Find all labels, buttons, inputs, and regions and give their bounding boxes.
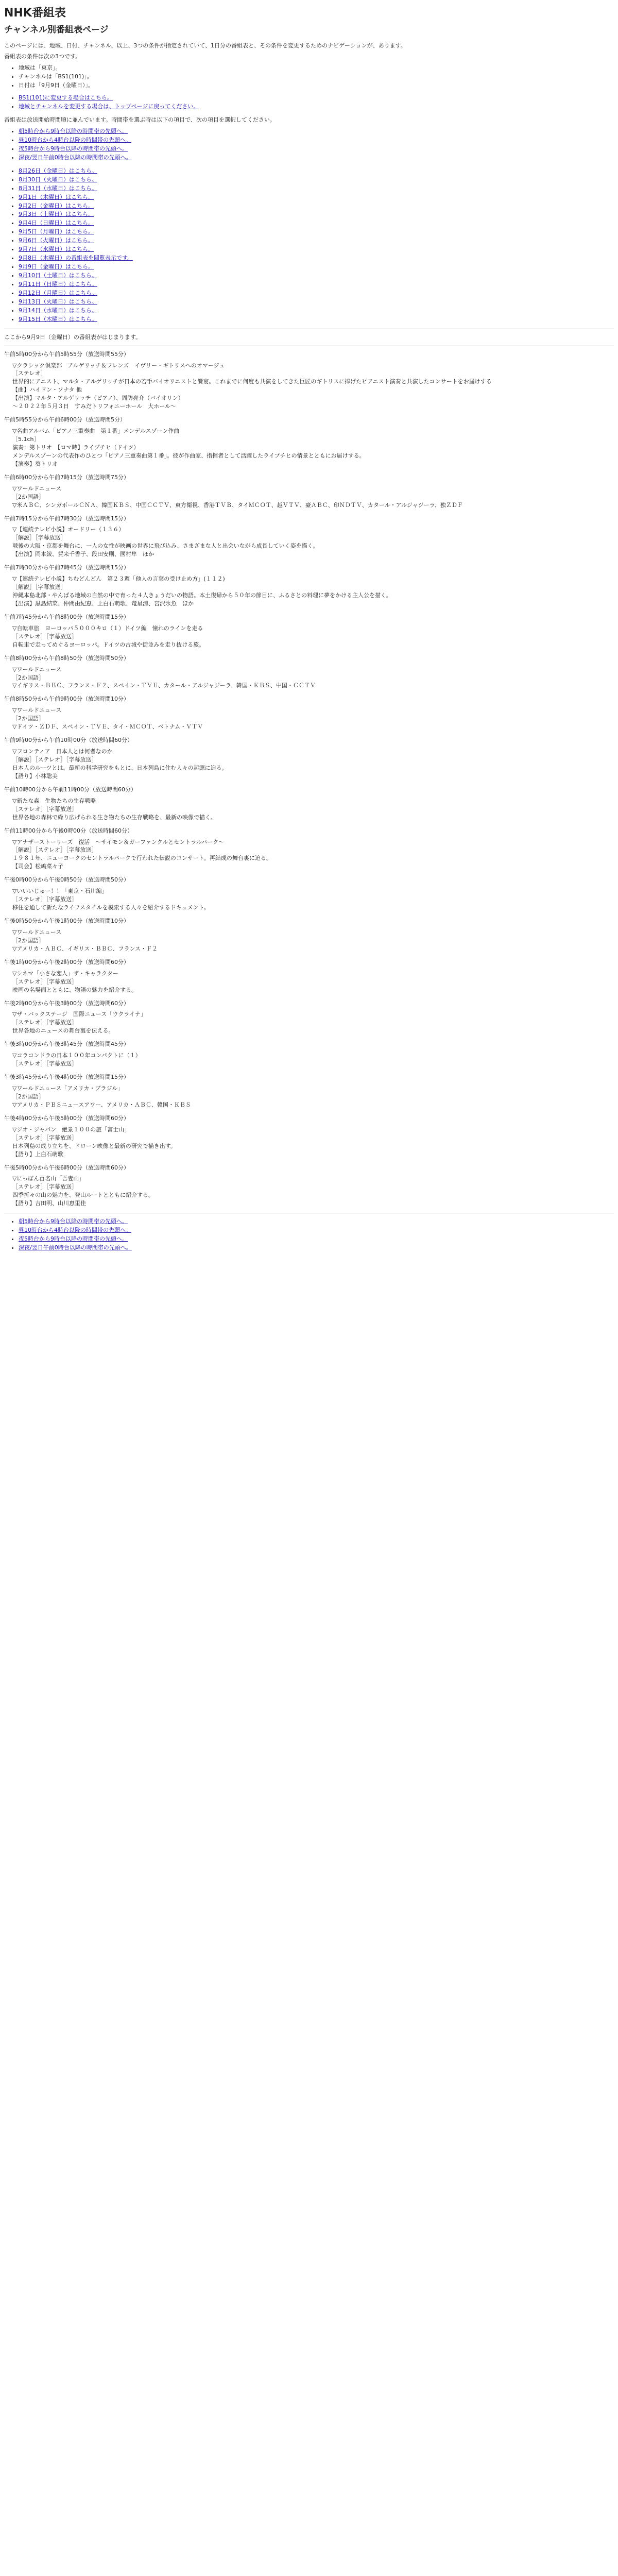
program-entry — [4, 1164, 614, 1208]
program-line: ［ステレオ］［字幕放送］ — [12, 1019, 78, 1026]
date-item[interactable] — [19, 193, 614, 201]
program-time: 午後3時00分から午後3時45分（放送時間45分） — [4, 1041, 129, 1048]
footer-time-jump-item[interactable] — [19, 1226, 614, 1234]
program-line: 【曲】ハイドン・ソナタ 他 — [12, 386, 82, 394]
program-entry — [4, 917, 614, 953]
program-line: ［ステレオ］［字幕放送］ — [12, 978, 78, 985]
program-line: ▽アメリカ・ＡＢＣ、イギリス・ＢＢＣ、フランス・Ｆ２ — [12, 945, 158, 952]
program-line: 【司会】松嶋菜々子 — [12, 863, 63, 870]
date-link[interactable]: 8月26日（金曜日）はこちら。 — [19, 167, 97, 174]
program-line: ［2か国語］ — [12, 1093, 44, 1100]
program-line: ［解説］［ステレオ］［字幕放送］ — [12, 756, 97, 764]
page-subtitle: チャンネル別番組表ページ — [4, 24, 109, 35]
date-link[interactable]: 9月8日（木曜日）の番組表を閲覧表示です。 — [19, 255, 133, 262]
program-line: ▽クラシック倶楽部 アルゲリッチ＆フレンズ イヴリー・ギトリスへのオマージュ — [12, 362, 225, 369]
program-line: ［解説］［ステレオ］［字幕放送］ — [12, 846, 97, 854]
program-line: ［ステレオ］［字幕放送］ — [12, 633, 78, 640]
program-line: 【出演】岡本綾、賀来千香子、段田安則、國村隼 ほか — [12, 551, 154, 558]
date-item[interactable] — [19, 254, 614, 262]
conditions-heading: 番組表の条件は次の3つです。 — [4, 53, 81, 60]
time-jump-link[interactable]: 昼10時台から4時台以降の時間帯の先頭へ。 — [19, 136, 131, 143]
date-item[interactable] — [19, 228, 614, 236]
program-line: ▽自転車旅 ヨーロッパ５０００キロ（１）ドイツ編 憧れのラインを走る — [12, 624, 203, 632]
program-body — [12, 575, 614, 608]
program-body — [12, 624, 614, 649]
program-body — [12, 1126, 614, 1159]
footer-time-jump-item[interactable] — [19, 1217, 614, 1226]
program-line: メンデルスゾーンの代表作のひとつ「ピアノ三重奏曲第１番」。彼が作曲家、指揮者として活躍したライプチヒの情景とともにお届けする。 — [12, 452, 365, 459]
condition-item: • チャンネルは「BS1(101)」。 — [19, 73, 614, 81]
date-item[interactable] — [19, 184, 614, 193]
date-item[interactable] — [19, 263, 614, 271]
date-item[interactable] — [19, 272, 614, 280]
date-link[interactable]: 9月14日（水曜日）はこちら。 — [19, 307, 97, 314]
program-line: 日本人のルーツとは。最新の科学研究をもとに、日本列島に住む人々の起源に迫る。 — [12, 764, 228, 771]
program-time: 午前5時55分から午前6時00分（放送時間5分） — [4, 416, 126, 423]
program-time: 午前8時00分から午前8時50分（放送時間50分） — [4, 654, 129, 662]
change-links — [4, 94, 614, 111]
program-line: ▽ワールドニュース — [12, 928, 62, 936]
date-item[interactable] — [19, 298, 614, 306]
program-entry — [4, 827, 614, 871]
date-item[interactable] — [19, 202, 614, 210]
program-line: ［ステレオ］［字幕放送］ — [12, 896, 78, 903]
program-line: 【演奏】葵トリオ — [12, 460, 58, 467]
date-item[interactable] — [19, 307, 614, 315]
date-link[interactable]: 9月3日（土曜日）はこちら。 — [19, 211, 94, 218]
date-link[interactable]: 9月13日（火曜日）はこちら。 — [19, 298, 97, 305]
program-line: ▽ドイツ・ＺＤＦ、スペイン・ＴＶＥ、タイ・ＭＣＯＴ、ベトナム・ＶＴＶ — [12, 723, 203, 731]
program-line: 戦後の大阪・京都を舞台に、一人の女性が映画の世界に飛び込み、さまざまな人と出会いながら成長していく姿を描く。 — [12, 543, 319, 550]
program-line: ［ステレオ］［字幕放送］ — [12, 805, 78, 812]
program-entry — [4, 786, 614, 822]
time-jump-heading: 番組表は放送開始時間順に並んでいます。時間帯を選ぶ時は以下の項目で、次の項目を選択してください。 — [4, 116, 276, 124]
date-link[interactable]: 8月31日（水曜日）はこちら。 — [19, 184, 97, 192]
program-line: ［ステレオ］［字幕放送］ — [12, 1134, 78, 1141]
date-item[interactable] — [19, 280, 614, 289]
program-entry — [4, 999, 614, 1036]
program-line: ［ステレオ］ — [12, 370, 46, 377]
footer-time-jump-link[interactable]: 夜5時台から9時台以降の時間帯の先頭へ。 — [19, 1235, 128, 1243]
program-entry — [4, 473, 614, 510]
program-entry — [4, 876, 614, 912]
condition-item: • 地域は「東京」。 — [19, 64, 614, 72]
date-link[interactable]: 9月11日（日曜日）はこちら。 — [19, 280, 97, 287]
program-line: ▽イギリス・ＢＢＣ、フランス・Ｆ２、スペイン・ＴＶＥ、カタール・アルジャジーラ、韓国・ＫＢＳ、中国・ＣＣＴＶ — [12, 682, 316, 689]
program-line: ［2か国語］ — [12, 715, 44, 722]
program-line: ［5.1ch］ — [12, 436, 40, 443]
program-time: 午後4時00分から午後5時00分（放送時間60分） — [4, 1114, 129, 1122]
date-item[interactable] — [19, 315, 614, 324]
program-line: ▽フロンティア 日本人とは何者なのか — [12, 748, 113, 755]
program-time: 午後0時50分から午後1時00分（放送時間10分） — [4, 918, 129, 925]
program-line: 移住を通して新たなライフスタイルを模索する人々を紹介するドキュメント。 — [12, 904, 210, 911]
date-link[interactable]: 8月30日（火曜日）はこちら。 — [19, 176, 97, 183]
program-time: 午前6時00分から午前7時15分（放送時間75分） — [4, 473, 129, 481]
program-line: ［2か国語］ — [12, 674, 44, 681]
footer-time-jump-link[interactable]: 昼10時台から4時台以降の時間帯の先頭へ。 — [19, 1227, 131, 1234]
footer-links — [4, 1217, 614, 1252]
date-link[interactable]: 9月5日（月曜日）はこちら。 — [19, 228, 94, 235]
program-line: 【語り】上白石萌歌 — [12, 1150, 63, 1158]
change-item[interactable] — [19, 103, 614, 111]
program-time: 午後0時00分から午後0時50分（放送時間50分） — [4, 876, 129, 884]
date-item[interactable] — [19, 219, 614, 227]
program-list — [4, 350, 614, 1208]
program-entry — [4, 1040, 614, 1068]
program-line: ▽シネマ「小さな恋人」ザ・キャラクター — [12, 970, 118, 977]
date-link[interactable]: 9月1日（木曜日）はこちら。 — [19, 193, 94, 200]
program-line: ▽米ＡＢＣ、シンガポールＣＮＡ、韓国ＫＢＳ、中国ＣＣＴＶ、東方衛視、香港ＴＶＢ、タイＭＣＯＴ、越ＶＴＶ、豪ＡＢＣ、印ＮＤＴＶ、カタール・アルジャジーラ、独ＺＤＦ — [12, 501, 463, 509]
program-entry — [4, 515, 614, 559]
program-time: 午前7時45分から午前8時00分（放送時間15分） — [4, 613, 129, 620]
program-body — [12, 427, 614, 468]
date-item[interactable] — [19, 167, 614, 175]
program-line: ▽アナザーストーリーズ 復活 〜サイモン＆ガーファンクルとセントラルパーク〜 — [12, 838, 225, 845]
program-line: ▽コラコンドラの日本１００年コンパクトに（１） — [12, 1052, 141, 1059]
program-line: 【語り】吉田明、山川恵里佳 — [12, 1200, 86, 1207]
program-line: 【語り】小林聡美 — [12, 772, 58, 779]
program-line: ▽にっぽん百名山「吾妻山」 — [12, 1175, 85, 1182]
program-line: ▽ワールドニュース — [12, 485, 62, 492]
program-body — [12, 1084, 614, 1109]
program-body — [12, 970, 614, 994]
program-line: ▽【連続テレビ小説】ちむどんどん 第２３週「他人の言葉の受け止め方」(１１２) — [12, 575, 225, 583]
program-time: 午前7時30分から午前7時45分（放送時間15分） — [4, 564, 129, 571]
change-item[interactable] — [19, 94, 614, 102]
program-line: ▽ジオ・ジャパン 絶景１００の旅「富士山」 — [12, 1126, 130, 1133]
program-line: １９８１年、ニューヨークのセントラルパークで行われた伝説のコンサート。再結成の舞台裏に迫る。 — [12, 855, 272, 862]
conditions-list — [4, 64, 614, 90]
program-line: 〜２０２２年５月３日 すみだトリフォニーホール 大ホール〜 — [12, 403, 177, 410]
program-line: ▽ワールドニュース — [12, 707, 62, 714]
program-line: 世界各地の森林で繰り広げられる生き物たちの生存戦略を、最新の映像で描く。 — [12, 814, 216, 821]
program-entry — [4, 350, 614, 411]
footer-time-jump-item[interactable] — [19, 1235, 614, 1243]
date-link[interactable]: 9月10日（土曜日）はこちら。 — [19, 272, 97, 279]
program-body — [12, 706, 614, 731]
change-link[interactable]: 地域とチャンネルを変更する場合は、トップページに戻ってください。 — [19, 103, 199, 110]
condition-item: • 日付は「9月9日（金曜日）」。 — [19, 81, 614, 90]
program-line: ［ステレオ］［字幕放送］ — [12, 1060, 78, 1067]
program-time: 午前8時50分から午前9時00分（放送時間10分） — [4, 696, 129, 703]
footer-time-jump-link[interactable]: 深夜/翌日午前0時台以降の時間帯の先頭へ。 — [19, 1244, 132, 1251]
program-line: 四季折々の山の魅力を、登山ルートとともに紹介する。 — [12, 1192, 154, 1199]
program-time: 午前10時00分から午前11時00分（放送時間60分） — [4, 786, 136, 793]
program-time: 午前5時00分から午前5時55分（放送時間55分） — [4, 350, 129, 358]
time-jump-item[interactable] — [19, 127, 614, 135]
date-link[interactable]: 9月7日（水曜日）はこちら。 — [19, 246, 94, 253]
program-time: 午後1時00分から午後2時00分（放送時間60分） — [4, 958, 129, 965]
program-time: 午後3時45分から午後4時00分（放送時間15分） — [4, 1074, 129, 1081]
program-line: 世界各地のニュースの舞台裏を伝える。 — [12, 1027, 114, 1035]
program-body — [12, 666, 614, 690]
program-line: ▽【連続テレビ小説】オードリー（１３６） — [12, 526, 125, 533]
date-item[interactable] — [19, 210, 614, 218]
program-line: ▽いいいじゅー！！「東京・石川編」 — [12, 888, 108, 895]
program-entry — [4, 416, 614, 468]
program-entry — [4, 958, 614, 994]
intro-text: このページには、地域、日付、チャンネル、以上、3つの条件が指定されていて、1日分の番組表と、その条件を変更するためのナビゲーションが、あります。 — [4, 42, 406, 49]
program-line: ［解説］［字幕放送］ — [12, 584, 66, 591]
date-link[interactable]: 9月9日（金曜日）はこちら。 — [19, 263, 94, 270]
date-links — [4, 167, 614, 324]
program-entry — [4, 1114, 614, 1159]
program-entry — [4, 736, 614, 781]
time-jump-link[interactable]: 夜5時台から9時台以降の時間帯の先頭へ。 — [19, 145, 128, 152]
program-body — [12, 1010, 614, 1035]
time-jump-item[interactable] — [19, 145, 614, 153]
page — [0, 0, 618, 1267]
program-body — [12, 928, 614, 953]
program-line: ▽ザ・バックステージ 国際ニュース「ウクライナ」 — [12, 1011, 147, 1018]
program-line: 【出演】マルタ・アルゲリッチ（ピアノ）、周防亮介（バイオリン） — [12, 395, 184, 402]
program-body — [12, 797, 614, 822]
footer-time-jump-link[interactable]: 朝5時台から9時台以降の時間帯の先頭へ。 — [19, 1218, 128, 1225]
change-link[interactable]: BS1(101)に変更する場合はこちら。 — [19, 94, 113, 101]
date-link[interactable]: 9月4日（日曜日）はこちら。 — [19, 219, 94, 227]
program-line: ［ステレオ］［字幕放送］ — [12, 1183, 78, 1191]
program-line: ▽ワールドニュース — [12, 666, 62, 673]
program-body — [12, 1052, 614, 1068]
program-line: 【出演】黒島結菜、仲間由紀恵、上白石萌歌、竜星涼、宮沢氷魚 ほか — [12, 600, 194, 607]
program-line: 自転車で走ってめぐるヨーロッパ。ドイツの古城や街並みを走り抜ける旅。 — [12, 641, 205, 648]
schedule-heading: ここから9月9日（金曜日）の番組表がはじまります。 — [4, 333, 142, 341]
program-line: ［2か国語］ — [12, 493, 44, 500]
date-link[interactable]: 9月2日（金曜日）はこちら。 — [19, 202, 94, 209]
date-item[interactable] — [19, 236, 614, 245]
program-body — [12, 887, 614, 912]
date-item[interactable] — [19, 245, 614, 253]
program-line: 沖縄本島北部・やんばる地域の自然の中で育った４人きょうだいの物語。本土復帰から５０年の節目に、ふるさとの料理に夢をかける主人公を描く。 — [12, 592, 392, 599]
program-time: 午前9時00分から午前10時00分（放送時間60分） — [4, 737, 133, 744]
date-link[interactable]: 9月12日（月曜日）はこちら。 — [19, 289, 97, 296]
date-link[interactable]: 9月6日（火曜日）はこちら。 — [19, 237, 94, 244]
program-entry — [4, 1073, 614, 1109]
program-body — [12, 526, 614, 558]
time-jump-link[interactable]: 朝5時台から9時台以降の時間帯の先頭へ。 — [19, 128, 128, 135]
program-line: ▽アメリカ・ＰＢＳニュースアワー、アメリカ・ＡＢＣ、韓国・ＫＢＳ — [12, 1101, 191, 1108]
program-line: 日本列島の成り立ちを、ドローン映像と最新の研究で描き出す。 — [12, 1142, 176, 1149]
time-jump-link[interactable]: 深夜/翌日午前0時台以降の時間帯の先頭へ。 — [19, 154, 132, 161]
program-body — [12, 838, 614, 871]
program-body — [12, 748, 614, 781]
program-entry — [4, 613, 614, 649]
date-link[interactable]: 9月15日（木曜日）はこちら。 — [19, 315, 97, 323]
footer-time-jump-item[interactable] — [19, 1244, 614, 1252]
program-line: 映画の名場面とともに、物語の魅力を紹介する。 — [12, 986, 137, 993]
program-time: 午後5時00分から午後6時00分（放送時間60分） — [4, 1164, 129, 1171]
program-body — [12, 485, 614, 510]
date-item[interactable] — [19, 289, 614, 297]
time-jump-links — [4, 127, 614, 162]
page-title: NHK番組表 — [4, 7, 66, 20]
program-line: ▽ワールドニュース「アメリカ・ブラジル」 — [12, 1085, 124, 1092]
program-line: ［2か国語］ — [12, 937, 44, 944]
program-line: ［解説］［字幕放送］ — [12, 534, 66, 541]
program-time: 午前11時00分から午後0時00分（放送時間60分） — [4, 827, 133, 834]
program-body — [12, 362, 614, 411]
program-line: 世界的にアニスト、マルタ・アルゲリッチが日本の若手バイオリニストと饗宴。これまでに何度も共演をしてきた巨匠のギトリスに捧げたピアニスト演奏と共演したコンサートをお届けする — [12, 378, 492, 385]
program-line: ▽名曲アルバム「ピアノ三重奏曲 第１番」メンデルスゾーン作曲 — [12, 428, 180, 435]
time-jump-item[interactable] — [19, 136, 614, 144]
program-line: 演奏：第トリオ 【ロマ時】ライプチヒ（ドイツ） — [12, 444, 140, 451]
time-jump-item[interactable] — [19, 154, 614, 162]
program-entry — [4, 564, 614, 608]
program-time: 午前7時15分から午前7時30分（放送時間15分） — [4, 515, 129, 522]
program-entry — [4, 654, 614, 690]
program-time: 午後2時00分から午後3時00分（放送時間60分） — [4, 999, 129, 1007]
program-entry — [4, 695, 614, 731]
program-line: ▽新たな森 生物たちの生存戦略 — [12, 797, 96, 804]
date-item[interactable] — [19, 176, 614, 184]
program-body — [12, 1175, 614, 1208]
